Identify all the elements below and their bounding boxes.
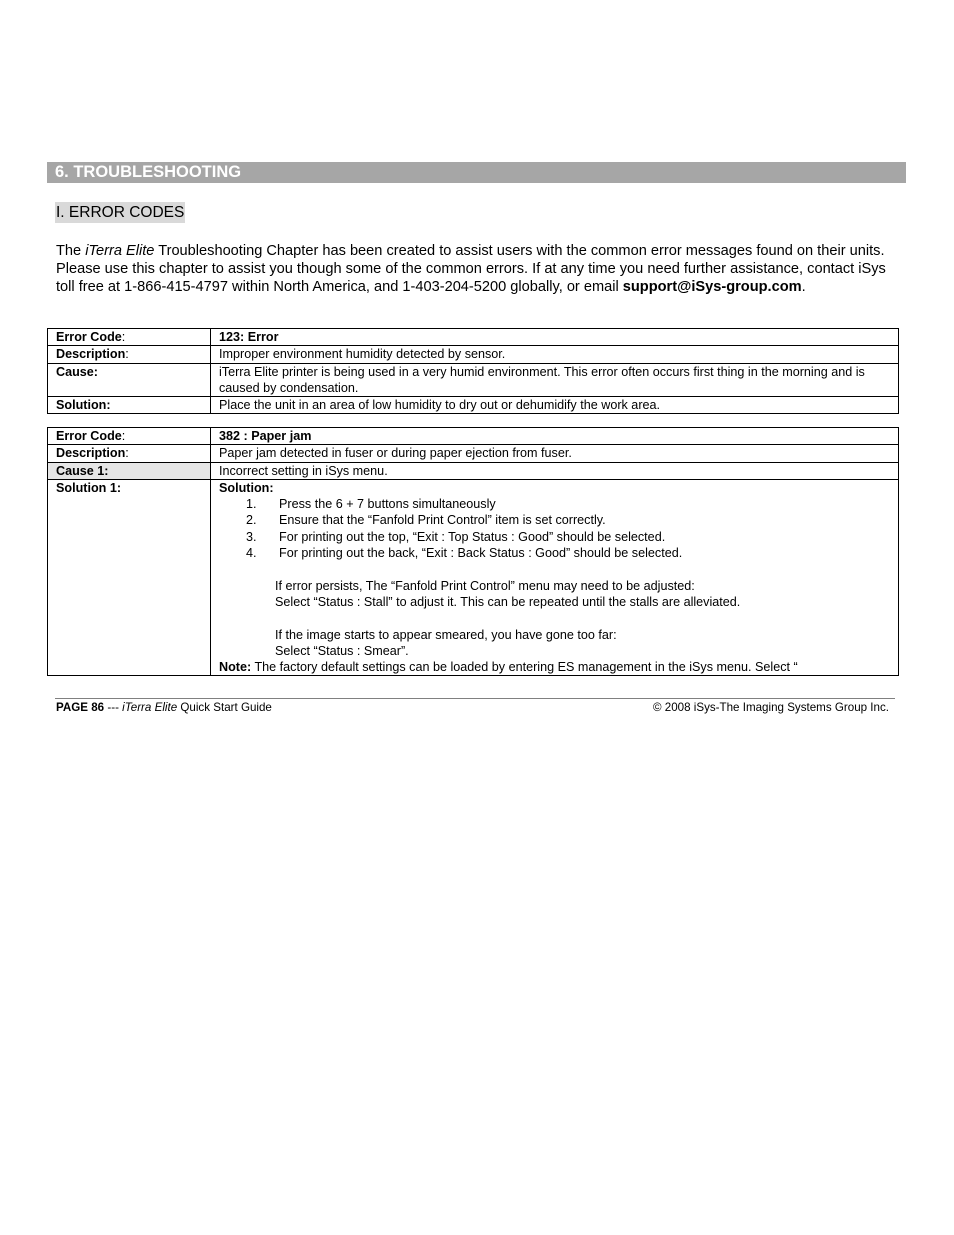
cause-value: Incorrect setting in iSys menu. (211, 462, 899, 479)
error-code-value: 382 : Paper jam (211, 428, 899, 445)
error-table-382 (47, 427, 899, 676)
footer-page-info: PAGE 86 --- iTerra Elite Quick Start Guide (56, 701, 272, 714)
table-row (48, 428, 899, 445)
table-row (48, 397, 899, 414)
intro-product-name: iTerra Elite (85, 243, 155, 259)
error-code-label: Error Code: (48, 428, 211, 445)
list-item: 3. For printing out the top, “Exit : Top Status : Good” should be selected. (246, 529, 666, 544)
cause-label: Cause: (48, 363, 211, 397)
description-value: Improper environment humidity detected by sensor. (211, 346, 899, 363)
solution-value (211, 479, 899, 676)
description-value: Paper jam detected in fuser or during paper ejection from fuser. (211, 445, 899, 462)
note-label: Note: (219, 660, 252, 675)
description-label: Description: (48, 445, 211, 462)
description-label: Description: (48, 346, 211, 363)
list-item: 4. For printing out the back, “Exit : Back Status : Good” should be selected. (246, 546, 683, 561)
intro-body: Troubleshooting Chapter has been created to assist users with the common error messages found on their units. Please use this chapter to assist you though some of the common errors. If at any time you need further assistance, contact iSys toll free at 1-866-415-4797 within North America, and 1-403-204-5200 globally, or email (56, 243, 886, 295)
solution-heading: Solution: (219, 480, 274, 495)
solution-label: Solution: (48, 397, 211, 414)
table-row (48, 445, 899, 462)
error-code-value: 123: Error (211, 329, 899, 346)
table-row (48, 329, 899, 346)
footer-divider (55, 698, 895, 699)
note-line (219, 659, 890, 675)
note-text: The factory default settings can be loaded by entering ES management in the iSys menu. Select “ (251, 660, 798, 675)
solution-label: Solution 1: (48, 479, 211, 676)
list-item: 2. Ensure that the “Fanfold Print Control” item is set correctly. (246, 513, 606, 528)
intro-end: . (801, 279, 806, 295)
solution-value: Place the unit in an area of low humidity to dry out or dehumidify the work area. (211, 397, 899, 414)
section-heading: I. ERROR CODES (56, 204, 185, 221)
table-row (48, 363, 899, 397)
support-email-link[interactable]: support@iSys-group.com (622, 279, 802, 295)
error-table-123 (47, 328, 899, 414)
intro-paragraph (56, 242, 886, 296)
persist-line-1: If error persists, The “Fanfold Print Control” menu may need to be adjusted: (275, 578, 695, 593)
smear-line-2: Select “Status : Smear”. (275, 643, 409, 658)
page-number: PAGE 86 (56, 701, 105, 714)
table-row (48, 462, 899, 479)
footer-copyright: © 2008 iSys-The Imaging Systems Group Inc. (652, 701, 889, 714)
smear-line-1: If the image starts to appear smeared, you have gone too far: (275, 627, 617, 642)
persist-line-2: Select “Status : Stall” to adjust it. This can be repeated until the stalls are alleviated. (275, 594, 741, 609)
list-item: 1. Press the 6 + 7 buttons simultaneously (246, 497, 496, 512)
intro-pre: The (56, 243, 86, 259)
chapter-heading: 6. TROUBLESHOOTING (47, 162, 906, 183)
solution-steps (219, 496, 890, 561)
cause-value: iTerra Elite printer is being used in a very humid environment. This error often occurs first thing in the morning and is caused by condensation. (211, 363, 899, 397)
cause-label: Cause 1: (48, 462, 211, 479)
table-row (48, 479, 899, 676)
error-code-label: Error Code: (48, 329, 211, 346)
table-row (48, 346, 899, 363)
footer-product: iTerra Elite (122, 701, 178, 714)
